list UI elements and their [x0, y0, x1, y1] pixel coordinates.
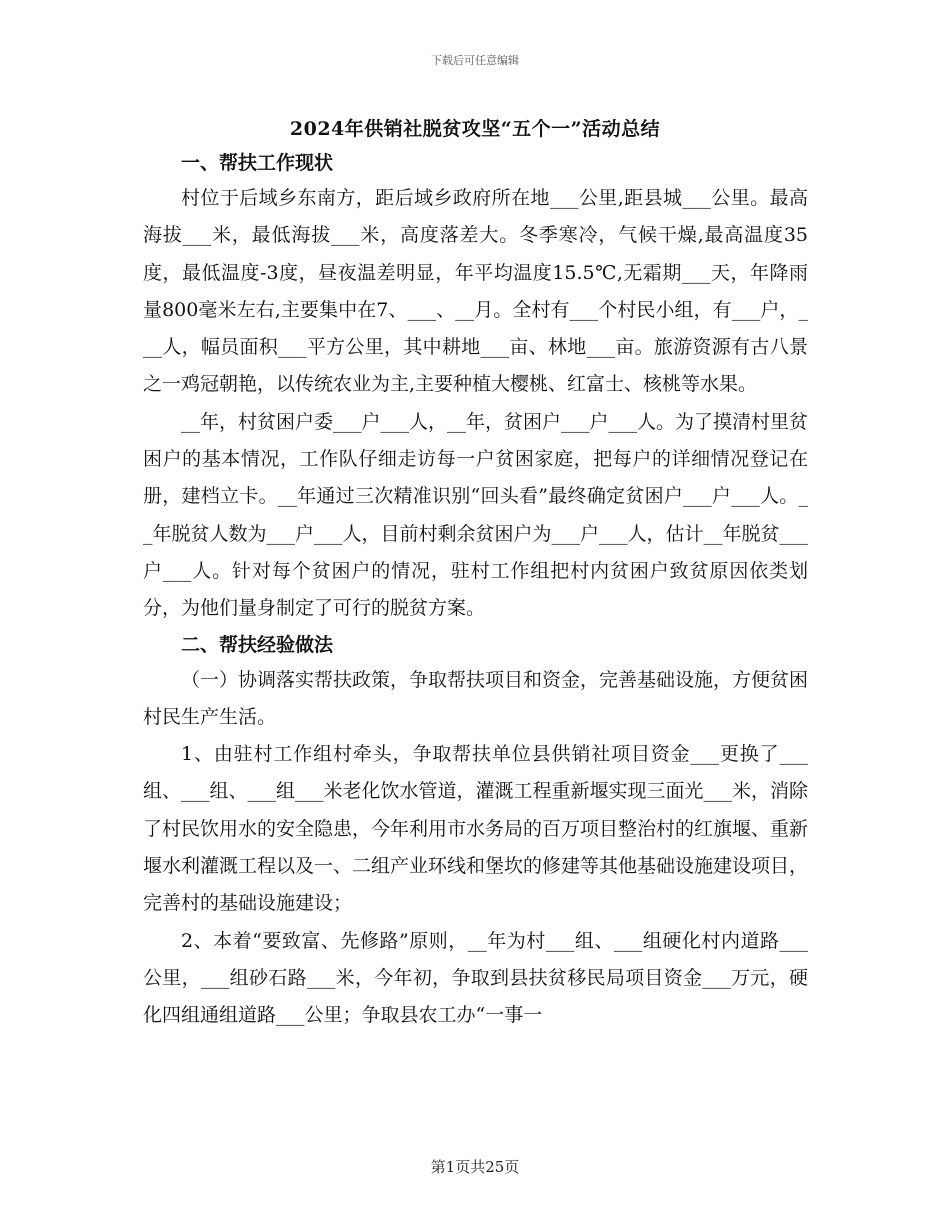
section-status: [143, 146, 808, 628]
paragraph: （一）协调落实帮扶政策，争取帮扶项目和资金，完善基础设施，方便贫困村民生产生活。: [143, 668, 809, 728]
page-footer: 第1页共25页: [430, 1158, 520, 1176]
section-heading: 二、帮扶经验做法: [181, 633, 334, 656]
section-experience: [143, 628, 808, 1035]
paragraph: 1、由驻村工作组村牵头，争取帮扶单位县供销社项目资金___更换了___组、___组、___组___米老化饮水管道，灌溉工程重新堰实现三面光___米，消除了村民饮用水的安全隐患，今年利用市水务局的百万项目整治村的红旗堰、重新堰水利灌溉工程以及一、二组产业环线和堡坎的修建等其他基础设施建设项目，完善村的基础设施建设；: [143, 743, 809, 915]
document-body: [143, 146, 808, 1035]
section-heading: 一、帮扶工作现状: [181, 152, 334, 174]
paragraph: 村位于后域乡东南方，距后域乡政府所在地___公里,距县城___公里。最高海拔___米，最低海拔___米，高度落差大。冬季寒冷，气候干燥,最高温度35度，最低温度-3度，昼夜温差明显，年平均温度15.5℃,无霜期___天，年降雨量800毫米左右,主要集中在7、___、__月。全村有___个村民小组，有___户，___人，幅员面积___平方公里，其中耕地___亩、林地___亩。旅游资源有古八景之一鸡冠朝艳，以传统农业为主,主要种植大樱桃、红富士、核桃等水果。: [143, 187, 808, 396]
document-title: 2024年供销社脱贫攻坚“五个一”活动总结: [289, 118, 661, 140]
header-note: 下载后可任意编辑: [431, 54, 519, 67]
paragraph: 2、本着“要致富、先修路”原则，__年为村___组、___组硬化村内道路___公里，___组砂石路___米，今年初，争取到县扶贫移民局项目资金___万元，硬化四组通组道路___公里；争取县农工办“一事一: [143, 929, 808, 1027]
paragraph: __年，村贫困户委___户___人，__年，贫困户___户___人。为了摸清村里贫困户的基本情况，工作队仔细走访每一户贫困家庭，把每户的详细情况登记在册，建档立卡。__年通过三次精准识别“回头看”最终确定贫困户___户___人。__年脱贫人数为___户___人，目前村剩余贫困户为___户___人，估计__年脱贫___户___人。针对每个贫困户的情况，驻村工作组把村内贫困户致贫原因依类划分，为他们量身制定了可行的脱贫方案。: [143, 410, 809, 620]
